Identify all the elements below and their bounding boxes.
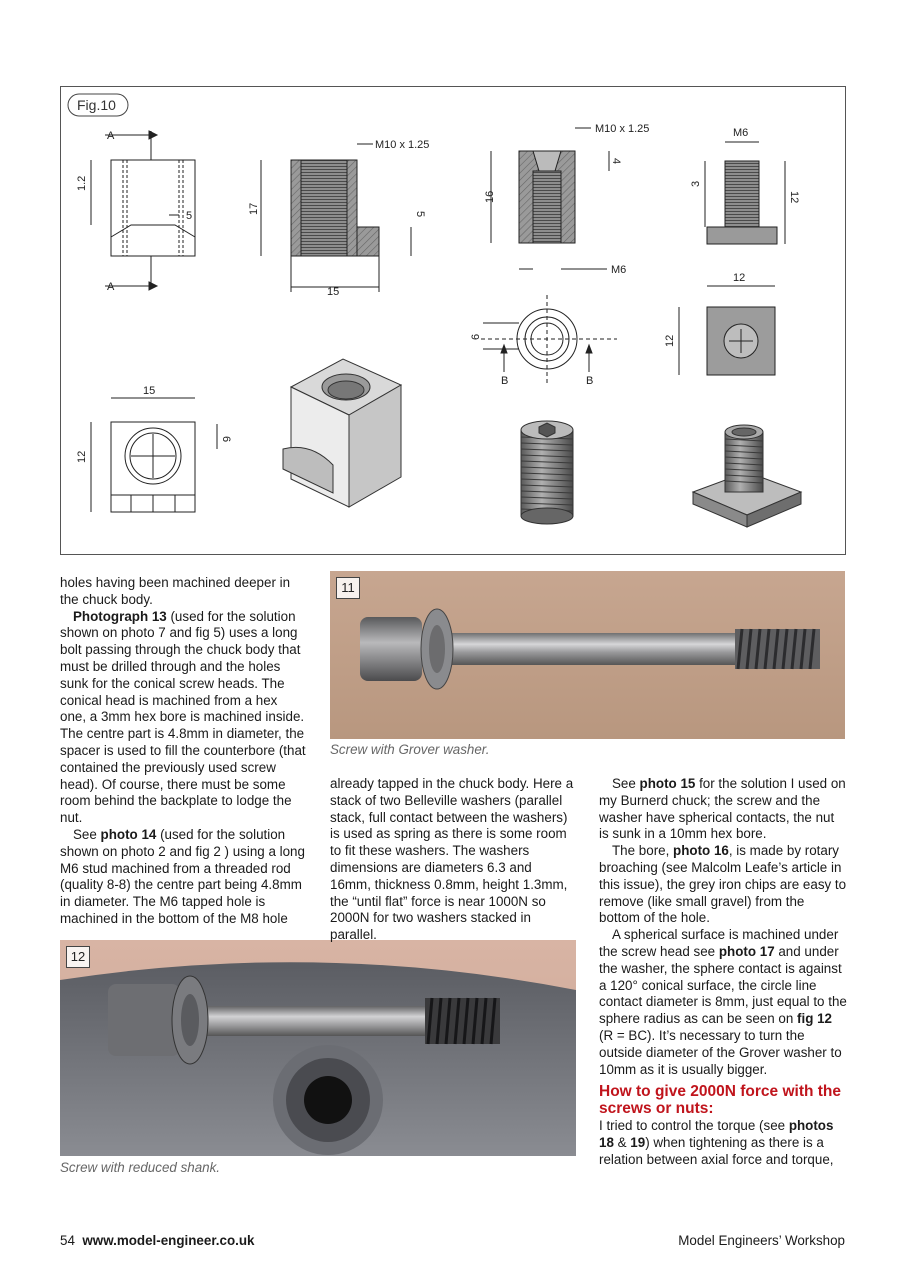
col3-para-2: The bore, photo 16, is made by rotary broaching (see Malcolm Leafe’s article in this issue), the grey iron chips are easy to remove (like small gravel) from the bottom of the hole. <box>599 843 847 926</box>
dim-5: 5 <box>186 210 193 222</box>
photo-11-number: 11 <box>336 577 360 599</box>
dim-15-b: 15 <box>143 385 156 397</box>
view-nut-3d <box>283 359 401 507</box>
photo-11-caption: Screw with Grover washer. <box>330 742 490 757</box>
dim-4: 4 <box>610 158 622 165</box>
fig-label: Fig.10 <box>77 97 116 113</box>
photo-11 <box>330 571 845 739</box>
view-base-top <box>679 286 775 375</box>
photo-12-caption: Screw with reduced shank. <box>60 1160 221 1175</box>
view-screw-3d <box>521 421 573 524</box>
col1-para-3: See photo 14 (used for the solution shown on photo 2 and fig 2 ) using a long M6 stud machined from a threaded rod (quality 8-8) the centre part being 4.8mm in diameter. The M6 tapped hole is machined in the bottom of the M8 hole <box>60 826 305 926</box>
photo-12-number: 12 <box>66 946 90 968</box>
view-nut-plan <box>91 398 217 512</box>
dim-3: 3 <box>690 180 702 187</box>
dim-b1: B <box>501 375 509 387</box>
view-stud-3d <box>693 425 801 527</box>
dim-12-b: 12 <box>733 272 746 284</box>
technical-drawing <box>61 87 845 554</box>
col1-para-1: holes having been machined deeper in the chuck body. <box>60 575 291 607</box>
view-screw-top <box>481 295 617 383</box>
dim-a2: A <box>107 281 115 293</box>
view-section-aa <box>91 131 195 290</box>
photo-screw-reduced-shank <box>60 940 576 1156</box>
footer-magazine: Model Engineers’ Workshop <box>678 1233 845 1248</box>
col2-para-1: already tapped in the chuck body. Here a stack of two Belleville washers (parallel stack, full contact between the washers) is used as spring as there is some room to fit these washers. The washers dimensions are diameters 6.3 and 16mm, thickness 0.8mm, height 1.3mm, the “until flat” force is near 1000N so 2000N for two washers stacked in parallel. <box>330 776 574 943</box>
footer-url[interactable]: www.model-engineer.co.uk <box>82 1233 255 1248</box>
figure-10 <box>60 86 846 555</box>
dim-6: 6 <box>470 333 482 340</box>
col3-para-4: I tried to control the torque (see photos 18 & 19) when tightening as there is a relation between axial force and torque, <box>599 1118 834 1167</box>
view-screw-section <box>491 128 609 269</box>
dim-12-d: 12 <box>76 450 88 463</box>
text-column-3 <box>599 776 847 1169</box>
dim-12-c: 12 <box>664 334 676 347</box>
col3-para-1: See photo 15 for the solution I used on my Burnerd chuck; the screw and the washer have spherical contacts, the nut is sunk in a 10mm hex bore. <box>599 776 846 842</box>
section-heading: How to give 2000N force with the screws or nuts: <box>599 1083 842 1117</box>
text-column-2 <box>330 776 576 944</box>
dim-15: 15 <box>327 286 340 298</box>
text-column-1 <box>60 575 306 928</box>
photo-screw-grover-washer <box>330 571 845 739</box>
footer-left <box>60 1233 255 1248</box>
dim-1-2: 1.2 <box>76 175 88 191</box>
photo-12 <box>60 940 576 1156</box>
dim-12-a: 12 <box>788 191 800 204</box>
view-stud <box>705 142 785 244</box>
col3-para-3: A spherical surface is machined under the screw head see photo 17 and under the washer, the sphere contact is against a 120° conical surface, the circle line contact diameter is 8mm, just equal to the sphere radius as can be seen on fig 12 (R = BC). It’s necessary to turn the outside diameter of the Grover washer to 10mm as it is usually bigger. <box>599 927 847 1077</box>
dim-a1: A <box>107 130 115 142</box>
dim-m6-b: M6 <box>733 127 749 139</box>
dim-17: 17 <box>248 202 260 215</box>
dim-m6: M6 <box>611 264 627 276</box>
dim-m10-2: M10 x 1.25 <box>595 123 650 135</box>
dim-16: 16 <box>484 190 496 203</box>
view-nut-section <box>261 144 411 292</box>
dim-b2: B <box>586 375 594 387</box>
dim-6-b: 6 <box>220 436 232 443</box>
page-number: 54 <box>60 1233 75 1248</box>
dim-5b: 5 <box>414 211 426 218</box>
col1-para-2: Photograph 13 (used for the solution shown on photo 7 and fig 5) uses a long bolt passing through the chuck body that must be drilled through and the holes sunk for the conical screw heads. The conical head is machined from a hex one, a 3mm hex bore is machined inside. The centre part is 4.8mm in diameter, the spacer is used to fill the counterbore (that contained the previously used screw head). Of course, there must be some room behind the backplate to lodge the nut. <box>60 608 306 826</box>
dim-m10-1: M10 x 1.25 <box>375 139 430 151</box>
